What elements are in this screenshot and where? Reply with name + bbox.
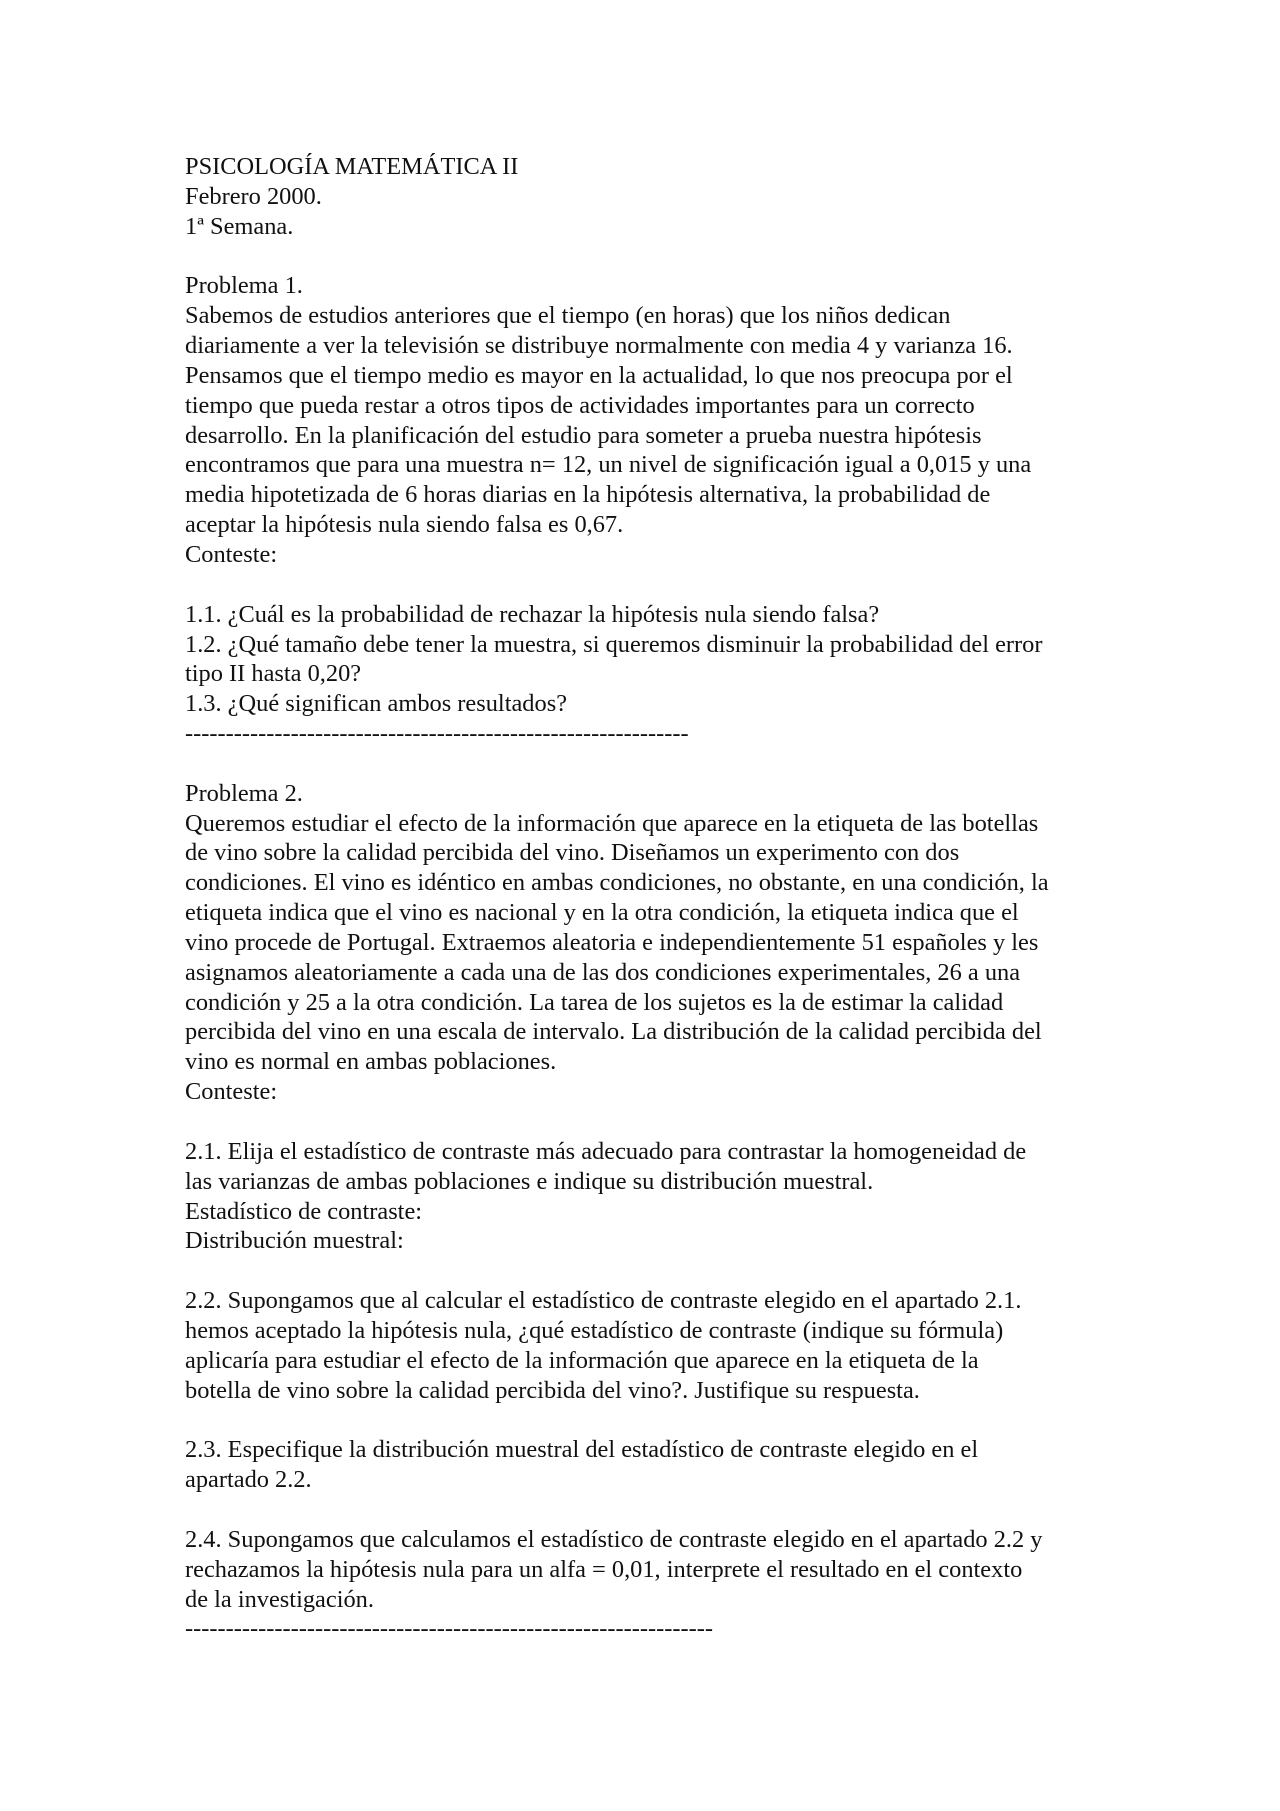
exam-document: [185, 152, 1125, 1644]
problem-1-text-line: tiempo que pueda restar a otros tipos de actividades importantes para un correcto: [185, 391, 975, 419]
blank-line: [185, 749, 1125, 779]
question-2-2: 2.2. Supongamos que al calcular el estadístico de contraste elegido en el apartado 2.1.: [185, 1287, 1022, 1315]
question-2-2-cont: hemos aceptado la hipótesis nula, ¿qué estadístico de contraste (indique su fórmula): [185, 1316, 1004, 1344]
problem-1-text-line: Sabemos de estudios anteriores que el tiempo (en horas) que los niños dedican: [185, 302, 951, 330]
exam-week: 1ª Semana.: [185, 212, 294, 240]
problem-2-text-line: vino es normal en ambas poblaciones.: [185, 1048, 557, 1076]
question-2-2-cont: botella de vino sobre la calidad percibida del vino?. Justifique su respuesta.: [185, 1376, 920, 1404]
question-2-3-cont: apartado 2.2.: [185, 1466, 312, 1494]
question-2-4: 2.4. Supongamos que calculamos el estadístico de contraste elegido en el apartado 2.2 y: [185, 1525, 1043, 1553]
separator-line: --------------------------------------------------------------: [185, 720, 689, 748]
question-2-2-cont: aplicaría para estudiar el efecto de la información que aparece en la etiqueta de la: [185, 1346, 979, 1374]
question-2-4-cont: rechazamos la hipótesis nula para un alfa = 0,01, interprete el resultado en el contexto: [185, 1555, 1023, 1583]
problem-1-prompt: Conteste:: [185, 540, 278, 568]
problem-1-text-line: aceptar la hipótesis nula siendo falsa es 0,67.: [185, 511, 624, 539]
problem-2-text-line: percibida del vino en una escala de intervalo. La distribución de la calidad percibida del: [185, 1018, 1042, 1046]
blank-line: [185, 1495, 1125, 1525]
separator-line: -----------------------------------------------------------------: [185, 1615, 713, 1643]
problem-1-text-line: media hipotetizada de 6 horas diarias en la hipótesis alternativa, la probabilidad de: [185, 481, 991, 509]
test-statistic-label: Estadístico de contraste:: [185, 1197, 423, 1225]
document-title: PSICOLOGÍA MATEMÁTICA II: [185, 153, 519, 180]
problem-2-text-line: condición y 25 a la otra condición. La tarea de los sujetos es la de estimar la calidad: [185, 988, 1004, 1016]
blank-line: [185, 1107, 1125, 1137]
question-2-3: 2.3. Especifique la distribución muestral del estadístico de contraste elegido en el: [185, 1436, 979, 1464]
exam-date: Febrero 2000.: [185, 182, 322, 210]
question-1-3: 1.3. ¿Qué significan ambos resultados?: [185, 690, 568, 718]
problem-2-prompt: Conteste:: [185, 1078, 278, 1106]
problem-2-text-line: vino procede de Portugal. Extraemos aleatoria e independientemente 51 españoles y les: [185, 928, 1039, 956]
question-1-2: 1.2. ¿Qué tamaño debe tener la muestra, si queremos disminuir la probabilidad del error: [185, 630, 1043, 658]
question-2-4-cont: de la investigación.: [185, 1585, 374, 1613]
question-2-1: 2.1. Elija el estadístico de contraste más adecuado para contrastar la homogeneidad de: [185, 1137, 1027, 1165]
problem-1-text-line: Pensamos que el tiempo medio es mayor en la actualidad, lo que nos preocupa por el: [185, 361, 1013, 389]
problem-2-text-line: condiciones. El vino es idéntico en ambas condiciones, no obstante, en una condición, la: [185, 869, 1049, 897]
problem-1-text-line: diariamente a ver la televisión se distribuye normalmente con media 4 y varianza 16.: [185, 332, 1013, 360]
sampling-distribution-label: Distribución muestral:: [185, 1227, 404, 1255]
problem-1-text-line: desarrollo. En la planificación del estudio para someter a prueba nuestra hipótesis: [185, 421, 982, 449]
question-2-1-cont: las varianzas de ambas poblaciones e indique su distribución muestral.: [185, 1167, 874, 1195]
question-1-1: 1.1. ¿Cuál es la probabilidad de rechazar la hipótesis nula siendo falsa?: [185, 600, 880, 628]
problem-2-heading: Problema 2.: [185, 779, 303, 807]
problem-1-text-line: encontramos que para una muestra n= 12, un nivel de significación igual a 0,015 y una: [185, 451, 1032, 479]
blank-line: [185, 1256, 1125, 1286]
blank-line: [185, 570, 1125, 600]
question-1-2-cont: tipo II hasta 0,20?: [185, 660, 362, 688]
problem-1-heading: Problema 1.: [185, 272, 303, 300]
problem-2-text-line: de vino sobre la calidad percibida del vino. Diseñamos un experimento con dos: [185, 839, 960, 867]
problem-2-text-line: etiqueta indica que el vino es nacional y en la otra condición, la etiqueta indica que el: [185, 899, 1019, 927]
problem-2-text-line: asignamos aleatoriamente a cada una de las dos condiciones experimentales, 26 a una: [185, 958, 1021, 986]
blank-line: [185, 242, 1125, 272]
blank-line: [185, 1405, 1125, 1435]
problem-2-text-line: Queremos estudiar el efecto de la información que aparece en la etiqueta de las botellas: [185, 809, 1039, 837]
